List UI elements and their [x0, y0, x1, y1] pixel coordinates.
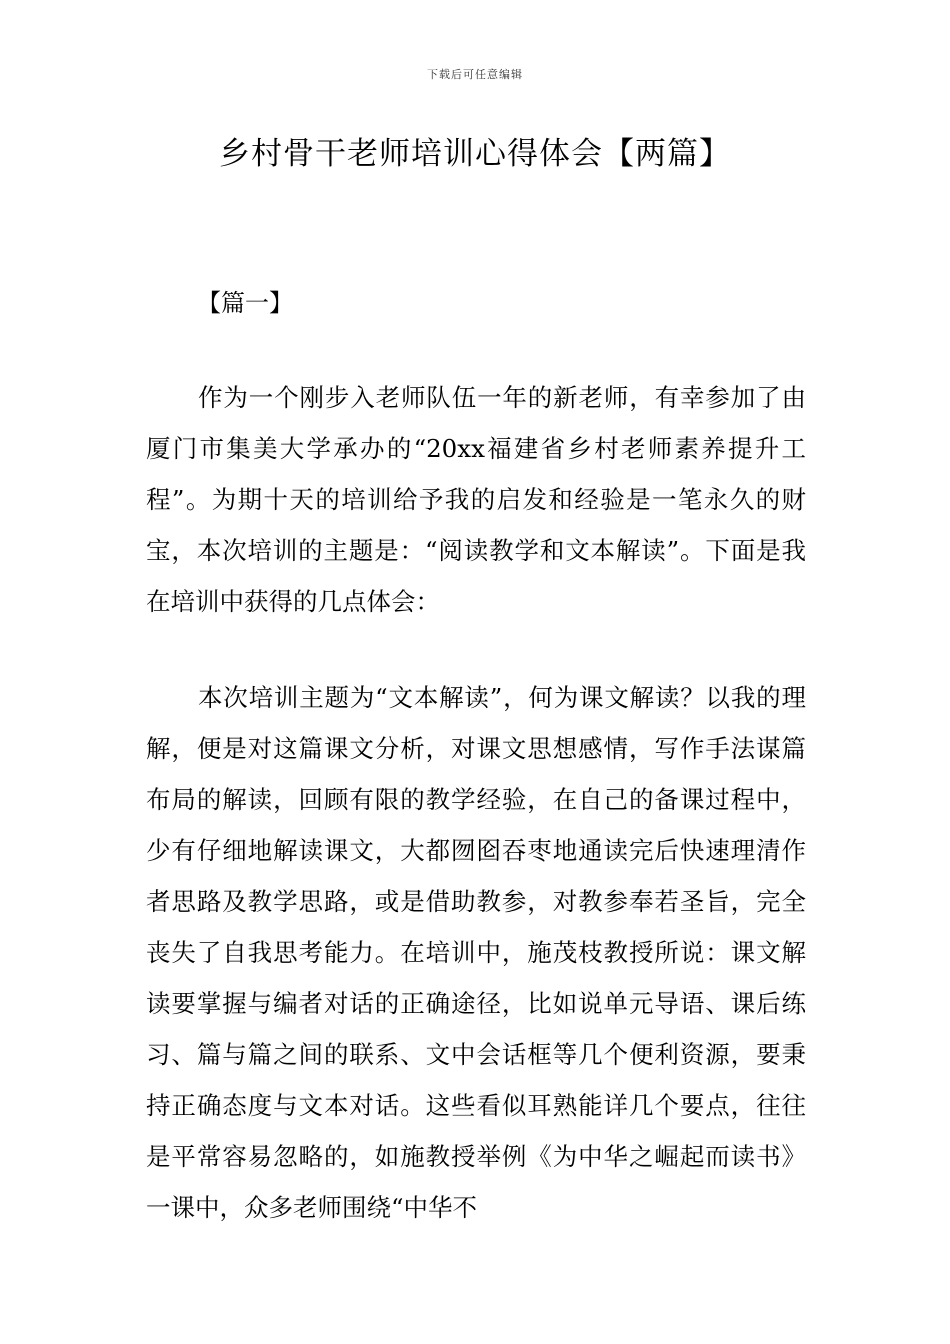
- header-note: 下载后可任意编辑: [427, 68, 523, 81]
- paragraph-1: 作为一个刚步入老师队伍一年的新老师，有幸参加了由厦门市集美大学承办的“20xx福建省乡村老师素养提升工程”。为期十天的培训给予我的启发和经验是一笔永久的财宝，本次培训的主题是：“阅读教学和文本解读”。下面是我在培训中获得的几点体会：: [146, 383, 806, 616]
- document-title: 乡村骨干老师培训心得体会【两篇】: [219, 136, 731, 172]
- paragraph-2: 本次培训主题为“文本解读”，何为课文解读？以我的理解，便是对这篇课文分析，对课文思想感情，写作手法谋篇布局的解读，回顾有限的教学经验，在自己的备课过程中，少有仔细地解读课文，大都囫囵吞枣地通读完后快速理清作者思路及教学思路，或是借助教参，对教参奉若圣旨，完全丧失了自我思考能力。在培训中，施茂枝教授所说：课文解读要掌握与编者对话的正确途径，比如说单元导语、课后练习、篇与篇之间的联系、文中会话框等几个便利资源，要秉持正确态度与文本对话。这些看似耳熟能详几个要点，往往是平常容易忽略的，如施教授举例《为中华之崛起而读书》一课中，众多老师围绕“中华不: [146, 683, 806, 1222]
- section-label: 【篇一】: [197, 289, 293, 317]
